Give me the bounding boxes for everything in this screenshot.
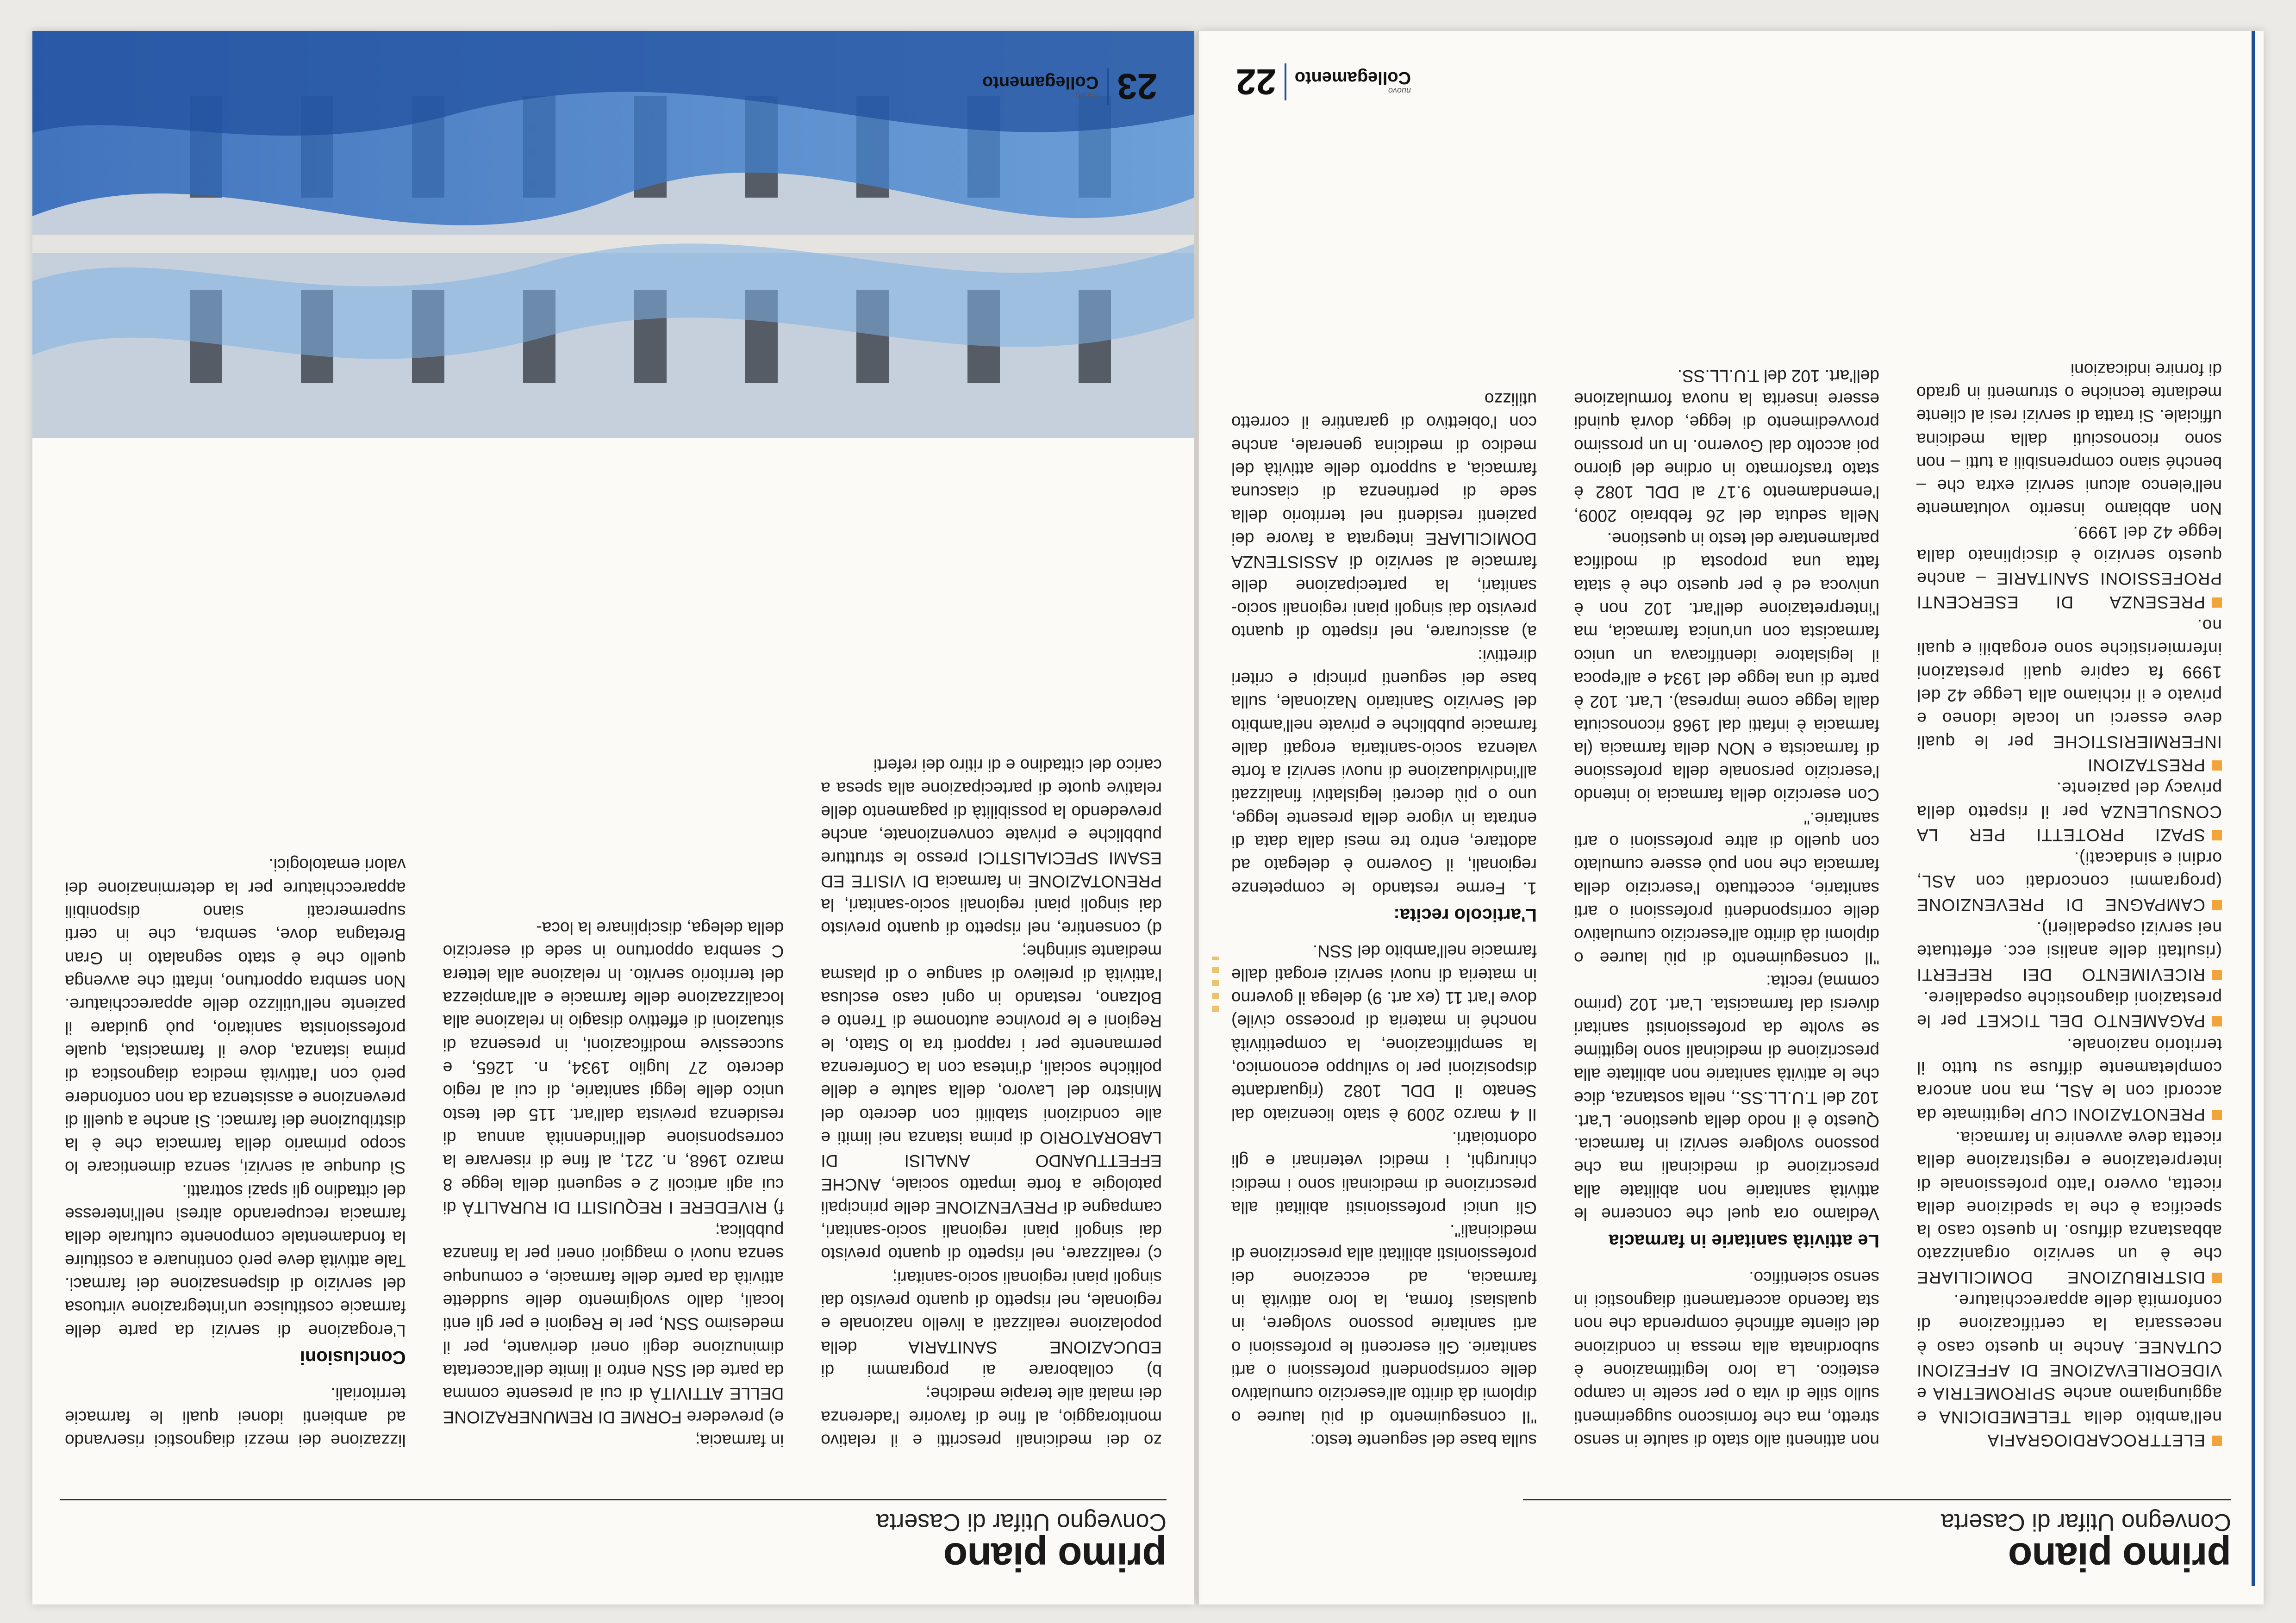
paragraph: Con esercizio della farmacia io intendo l'esercizio personale della professione di farmacista e NON della farmacia (la farmacia è infatti dal 1968 riconosciuta dalla legge come impresa). L'art. 102 è parte di una legge del 1934 e all'epoca il legislatore identificava un unico farmacista con un'unica farmacia, ma l'interpretazione dell'art. 102 non è univoca ed è per questo che è stata fatta una proposta di modifica parlamentare del testo in questione.: [1574, 529, 1879, 805]
page-header: [1227, 1507, 2231, 1577]
orange-square-bullet-icon: [2212, 1273, 2222, 1283]
paragraph: d) consentire, nel rispetto di quanto previsto dai singoli piani regionali socio-sanitari, la PRENOTAZIONE in farmacia DI VISITE ED ESAMI SPECIALISTICI presso le strutture pubbliche e private convenzionate, anche prevedendo la possibilità di pagamento delle relative quote di partecipazione alla spesa a carico del cittadino e di ritiro dei referti: [821, 755, 1162, 938]
paragraph: b) collaborare ai programmi di EDUCAZIONE SANITARIA della popolazione realizzati a livello nazionale e regionale, nel rispetto di quanto previsto dai singoli piani regionali socio-sanitari;: [821, 1268, 1162, 1380]
paragraph: 1. Ferme restando le competenze regionali, il Governo è delegato ad adottare, entro tre mesi dalla data di entrata in vigore della presente legge, uno o più decreti legislativi finalizzati all'individuazione di nuovi servizi a forte valenza socio-sanitaria erogati dalle farmacie pubbliche e private nell'ambito del Servizio Sanitario Nazionale, sulla base dei seguenti principi e criteri direttivi:: [1231, 646, 1537, 898]
color-registration-marks: [1212, 957, 1219, 1012]
paragraph: c) realizzare, nel rispetto di quanto previsto dai singoli piani regionali socio-sanitari, campagne di PREVENZIONE delle principali patologie a forte impatto sociale, ANCHE EFFETTUANDO ANALISI DI LABORATORIO di prima istanza nei limiti e alle condizioni stabiliti con decreto del Ministro del Lavoro, della salute e delle politiche sociali, d'intesa con la Conferenza permanente per i rapporti tra lo Stato, le Regioni e le province autonome di Trento e Bolzano, restando in ogni caso esclusa l'attività di prelievo di sangue o di plasma mediante siringhe;: [821, 942, 1162, 1264]
section-title: primo piano: [943, 1535, 1167, 1579]
paragraph: Il 4 marzo 2009 è stato licenziato dal Senato il DDL 1082 (riguardante disposizioni per lo sviluppo economico, la semplificazione, la competitività nonché in materia di processo civile) dove l'art 11 (ex art. 9) delega il governo in materia di nuovi servizi erogati dalle farmacie nell'ambito del SSN.: [1231, 942, 1537, 1124]
page-22-columns: [1231, 133, 2222, 1452]
orange-square-bullet-icon: [2212, 970, 2222, 980]
magazine-logo: [982, 74, 1098, 99]
paragraph: a) assicurare, nel rispetto di quanto previsto dai singoli piani regionali socio-sanitari, la partecipazione delle farmacie al servizio di ASSISTENZA DOMICILIARE integrata a favore dei pazienti residenti nel territorio della sede di pertinenza di ciascuna farmacia, a supporto delle attività del medico di medicina generale, anche con l'obiettivo di garantire il corretto utilizzo: [1231, 390, 1537, 642]
text-column-1: [1916, 133, 2222, 1452]
header-rule: [60, 1499, 1167, 1500]
text-column-1: [821, 582, 1162, 1452]
subheading: Conclusioni: [299, 1347, 406, 1368]
bullet-text: CAMPAGNE DI PREVENZIONE (programmi concordati con ASL, ordini e sindacati).: [1916, 849, 2222, 914]
page-number: 23: [1117, 66, 1157, 107]
paragraph: "Il conseguimento di più lauree o diplomi dà diritto all'esercizio cumulativo delle corrispondenti professioni o arti sanitarie. Gli esercenti le professioni o arti sanitarie possono svolgere, in qualsiasi forma, la loro attività in farmacia, ad eccezione dei professionisti abilitati alla prescrizione di medicinali".: [1231, 1221, 1537, 1427]
page-22: [1197, 31, 2264, 1604]
bullet-item: [1916, 1032, 2222, 1126]
paragraph: sulla base del seguente testo:: [1310, 1431, 1537, 1450]
orange-square-bullet-icon: [2212, 1110, 2222, 1120]
bullet-item: [1916, 1289, 2222, 1452]
bullet-item: [1916, 986, 2222, 1033]
bullet-text: ELETTROCARDIOGRAFIA nell'ambito della TELEMEDICINA e aggiungiamo anche SPIROMETRIA e VIDEORILEVAZIONE DI AFFEZIONI CUTANEE. Anche in questo caso è necessaria la certificazione di conformità delle apparecchiature.: [1916, 1291, 2222, 1450]
text-column-3: [1231, 133, 1537, 1452]
paragraph: lizzazione dei mezzi diagnostici riservando ad ambienti idonei quali le farmacie territoriali.: [64, 1384, 406, 1450]
bullet-item: [1916, 777, 2222, 846]
magazine-tag: nuovo: [1388, 86, 1411, 95]
bullet-item: [1916, 521, 2222, 614]
footer-separator: [1107, 68, 1109, 105]
magazine-tag: nuovo: [1076, 91, 1099, 100]
orange-square-bullet-icon: [2212, 830, 2222, 840]
text-column-2: [443, 582, 784, 1452]
text-column-3: [65, 582, 406, 1452]
bullet-item: [1916, 916, 2222, 986]
page-number: 22: [1236, 62, 1276, 102]
paragraph: Gli unici professionisti abilitati alla prescrizione di medicinali sono i medici chirurghi, i medici veterinari e gli odontoiatri.: [1231, 1128, 1537, 1217]
blue-margin-rule: [2252, 31, 2255, 1586]
bullet-text: SPAZI PROTETTI PER LA CONSULENZA per il rispetto della privacy del paziente.: [1916, 779, 2222, 845]
header-rule: [1523, 1499, 2231, 1500]
page-footer: [1236, 59, 1411, 105]
paragraph: zo dei medicinali prescritti e il relativo monitoraggio, al fine di favorire l'aderenza dei malati alle terapie mediche;: [821, 1384, 1162, 1450]
bullet-text: DISTRIBUZIONE DOMICILIARE che è un servizio organizzato abbastanza diffuso. In questo caso la specifica è che la spedizione della ricetta, ovvero l'atto professionale di interpretazione e registrazione della ricetta deve avvenire in farmacia.: [1916, 1128, 2222, 1287]
orange-square-bullet-icon: [2212, 597, 2222, 608]
orange-square-bullet-icon: [2212, 1016, 2222, 1026]
footer-separator: [1285, 63, 1286, 100]
orange-square-bullet-icon: [2212, 900, 2222, 910]
paragraph: e) prevedere FORME DI REMUNERAZIONE DELLE ATTIVITÀ di cui al presente comma da parte del SSN entro il limite dell'accertata diminuzione degli oneri derivante, per il medesimo SSN, per le Regioni e per gli enti locali, dallo svolgimento delle suddette attività da parte delle farmacie, e comunque senza nuovi o maggiori oneri per la finanza pubblica;: [443, 1221, 784, 1427]
paragraph: Nella seduta del 26 febbraio 2009, l'emendamento 9.17 al DDL 1082 è stato trasformato in ordine del giorno poi accolto dal Governo. In un prossimo provvedimento di legge, dovrà quindi essere inserita la nuova formulazione dell'art. 102 del T.U.LL.SS.: [1574, 366, 1879, 525]
paragraph: L'erogazione di servizi da parte delle farmacie costituisce un'integrazione virtuosa del servizio di dispensazione dei farmaci. Tale attività deve però continuare a costituire la fondamentale componente culturale della farmacia recuperando altresì nell'interesse del cittadino gli spazi sottratti.: [64, 1181, 406, 1340]
paragraph: in farmacia;: [695, 1431, 784, 1450]
magazine-logo: [1295, 69, 1411, 95]
section-subtitle: Convegno Utifar di Caserta: [876, 1509, 1167, 1536]
bullet-text: PRESTAZIONI INFERMIERISTICHE per le quali deve esserci un locale idoneo e privato e il richiamo alla Legge 42 del 1999 fa capire quali prestazioni infermieristiche sono erogabili e quali no.: [1916, 616, 2222, 775]
bullet-text: PRENOTAZIONI CUP legittimate da accordi con le ASL, ma non ancora completamente diffuse su tutto il territorio nazionale.: [1916, 1035, 2222, 1124]
bullet-item: [1916, 614, 2222, 777]
paragraph: Non abbiamo inserito volutamente nell'elenco alcuni servizi extra che – benché siano comprensibili a tutti – non sono riconosciuti dalla medicina ufficiale. Si tratta di servizi resi al cliente mediante tecniche o strumenti in grado di fornire indicazioni: [1916, 360, 2222, 519]
bullet-text: RICEVIMENTO DEI REFERTI (risultati delle analisi ecc. effettuate nei servizi ospedalieri).: [1916, 919, 2222, 984]
section-subtitle: Convegno Utifar di Caserta: [1940, 1509, 2231, 1536]
page-header: [60, 1507, 1167, 1577]
paragraph: f) RIVEDERE I REQUISITI DI RURALITÀ di cui agli articoli 2 e seguenti della legge 8 marzo 1968, n. 221, al fine di riservare la corresponsione dell'indennità annua di residenza prevista dall'art. 115 del testo unico delle leggi sanitarie, di cui al regio decreto 27 luglio 1934, n. 1265, e successive modificazioni, in presenza di situazioni di effettivo disagio in relazione alla localizzazione delle farmacie e all'ampiezza del territorio servito. In relazione alla lettera C sembra opportuno in sede di esercizio della delega, disciplinare la loca-: [443, 919, 784, 1217]
text-column-2: [1574, 133, 1879, 1452]
bullet-text: PAGAMENTO DEL TICKET per le prestazioni diagnostiche ospedaliere.: [1916, 989, 2222, 1031]
bullet-item: [1916, 1126, 2222, 1289]
subheading: Le attività sanitarie in farmacia: [1609, 1231, 1879, 1251]
bullet-item: [1916, 846, 2222, 916]
paragraph: non attinenti allo stato di salute in senso stretto, ma che forniscono suggerimenti sullo stile di vita o per scelte in campo estetico. La loro legittimazione è subordinata alla messa in condizione del cliente affinché comprenda che non sta facendo accertamenti diagnostici in senso scientifico.: [1574, 1268, 1879, 1450]
magazine-name: Collegamento: [1294, 68, 1411, 87]
paragraph: Vediamo ora quel che concerne le attività sanitarie non abilitate alla prescrizione di medicinali ma che possono svolgere servizi in farmacia. Questo è il nodo della questione. L'art. 102 del T.U.LL.SS., nella sostanza, dice che le attività sanitarie non abilitate alla prescrizione di medicinali sono legittime se svolte da professionisti sanitari diversi dal farmacista. L'art. 102 (primo comma) recita:: [1574, 971, 1879, 1224]
section-title: primo piano: [2008, 1535, 2231, 1579]
orange-square-bullet-icon: [2212, 760, 2222, 771]
page-footer: [982, 63, 1157, 110]
page-23: [32, 31, 1194, 1604]
paragraph: Sì dunque ai servizi, senza dimenticare lo scopo primario della farmacia che è la distribuzione dei farmaci. Sì anche a quelli di prevenzione e assistenza da non confondere però con l'attività medica diagnostica di prima istanza, dove il farmacista, quale professionista sanitario, può guidare il paziente nell'utilizzo delle apparecchiature. Non sembra opportuno, infatti che avvenga quello che è stato segnalato in Gran Bretagna dove, sembra, che in certi supermercati siano disponibili apparecchiature per la determinazione dei valori ematologici.: [64, 855, 406, 1177]
page-23-columns: [65, 582, 1162, 1452]
bullet-text: PRESENZA DI ESERCENTI PROFESSIONI SANITARIE – anche questo servizio è disciplinato dalla legge 42 del 1999.: [1916, 522, 2222, 612]
orange-square-bullet-icon: [2212, 1436, 2222, 1446]
paragraph: "Il conseguimento di più lauree o diplomi dà diritto all'esercizio cumulativo delle corrispondenti professioni o arti sanitarie, eccettuato l'esercizio della farmacia che non può essere cumulato con quello di altre professioni o arti sanitarie.": [1574, 808, 1879, 968]
magazine-name: Collegamento: [982, 73, 1099, 92]
subheading: L'articolo recita:: [1393, 905, 1537, 926]
